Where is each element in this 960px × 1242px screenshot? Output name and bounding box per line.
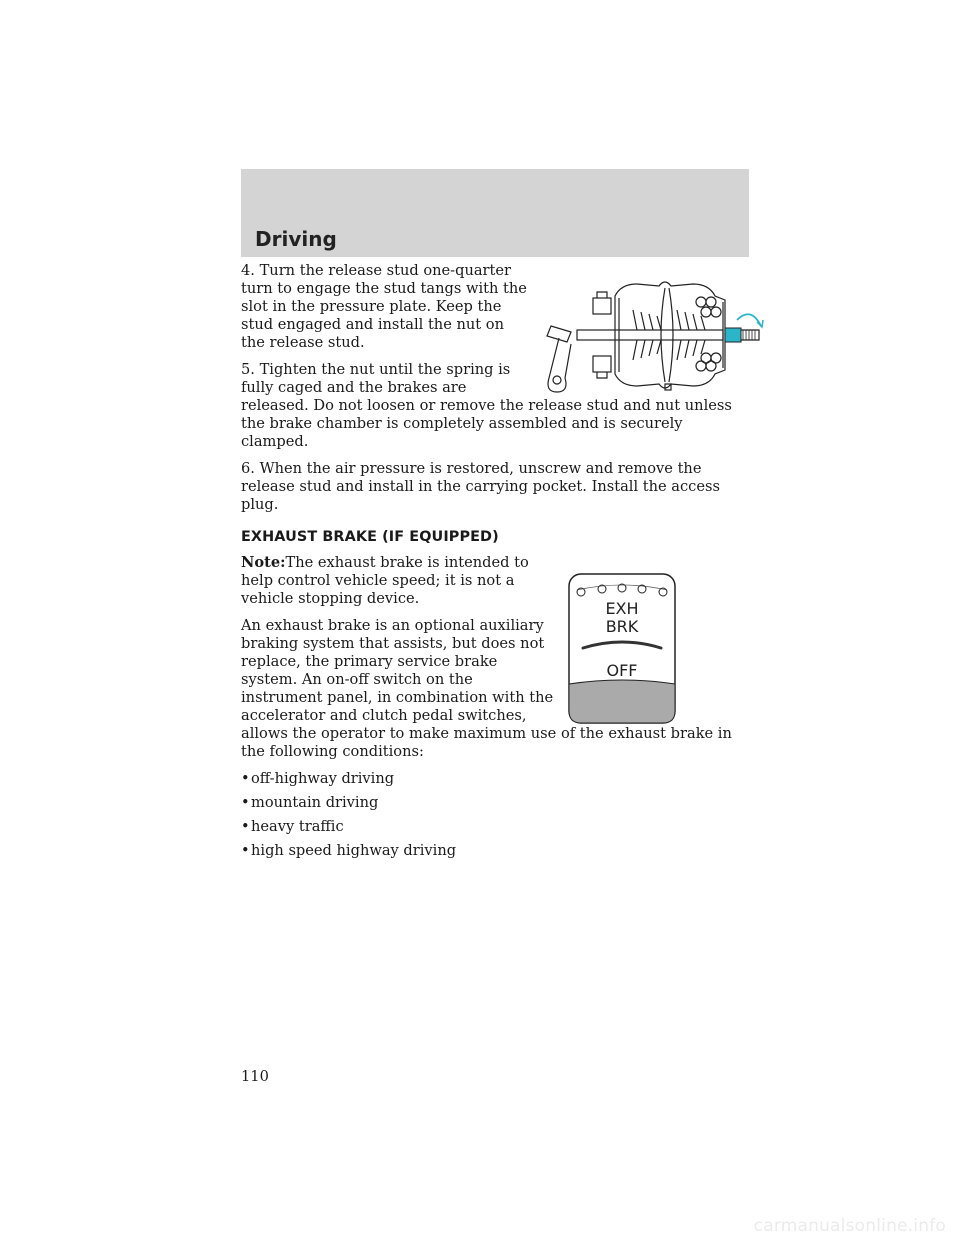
switch-label-brk: BRK — [605, 617, 639, 636]
list-item: • high speed highway driving — [241, 842, 749, 860]
page-number: 110 — [241, 1068, 269, 1085]
exhaust-brake-description: An exhaust brake is an optional auxiliary braking system that assists, but does not replace, the primary service brake system. An on-off switch on the instrument panel, in combination with the accelerator and clutch pedal switches, allows the operator to make maximum use of the exhaust brake in the following conditions: — [241, 617, 732, 760]
section-header-band — [241, 169, 749, 257]
exhaust-brake-switch-illustration — [567, 572, 677, 725]
note-label: Note: — [241, 554, 286, 571]
step-6: 6. When the air pressure is restored, unscrew and remove the release stud and install in the carrying pocket. Install the access plug. — [241, 460, 720, 513]
step-5: 5. Tighten the nut until the spring is fully caged and the brakes are released. Do not loosen or remove the release stud and nut unless the brake chamber is completely assembled and is securely clamped. — [241, 361, 732, 450]
watermark: carmanualsonline.info — [753, 1216, 946, 1236]
exhaust-brake-heading: EXHAUST BRAKE (IF EQUIPPED) — [241, 529, 499, 545]
page-content — [241, 262, 749, 866]
switch-label-off: OFF — [606, 661, 638, 680]
brake-chamber-illustration — [541, 274, 767, 397]
step-4: 4. Turn the release stud one-quarter turn to engage the stud tangs with the slot in the pressure plate. Keep the stud engaged and install the nut on the release stud. — [241, 262, 527, 351]
section-title: Driving — [255, 227, 337, 251]
switch-label-exh: EXH — [605, 599, 639, 618]
list-item: • mountain driving — [241, 794, 749, 812]
list-item: • heavy traffic — [241, 818, 749, 836]
list-item: • off-highway driving — [241, 770, 749, 788]
note-text: The exhaust brake is intended to help control vehicle speed; it is not a vehicle stopping device. — [241, 554, 529, 607]
driving-conditions-list — [241, 770, 749, 860]
